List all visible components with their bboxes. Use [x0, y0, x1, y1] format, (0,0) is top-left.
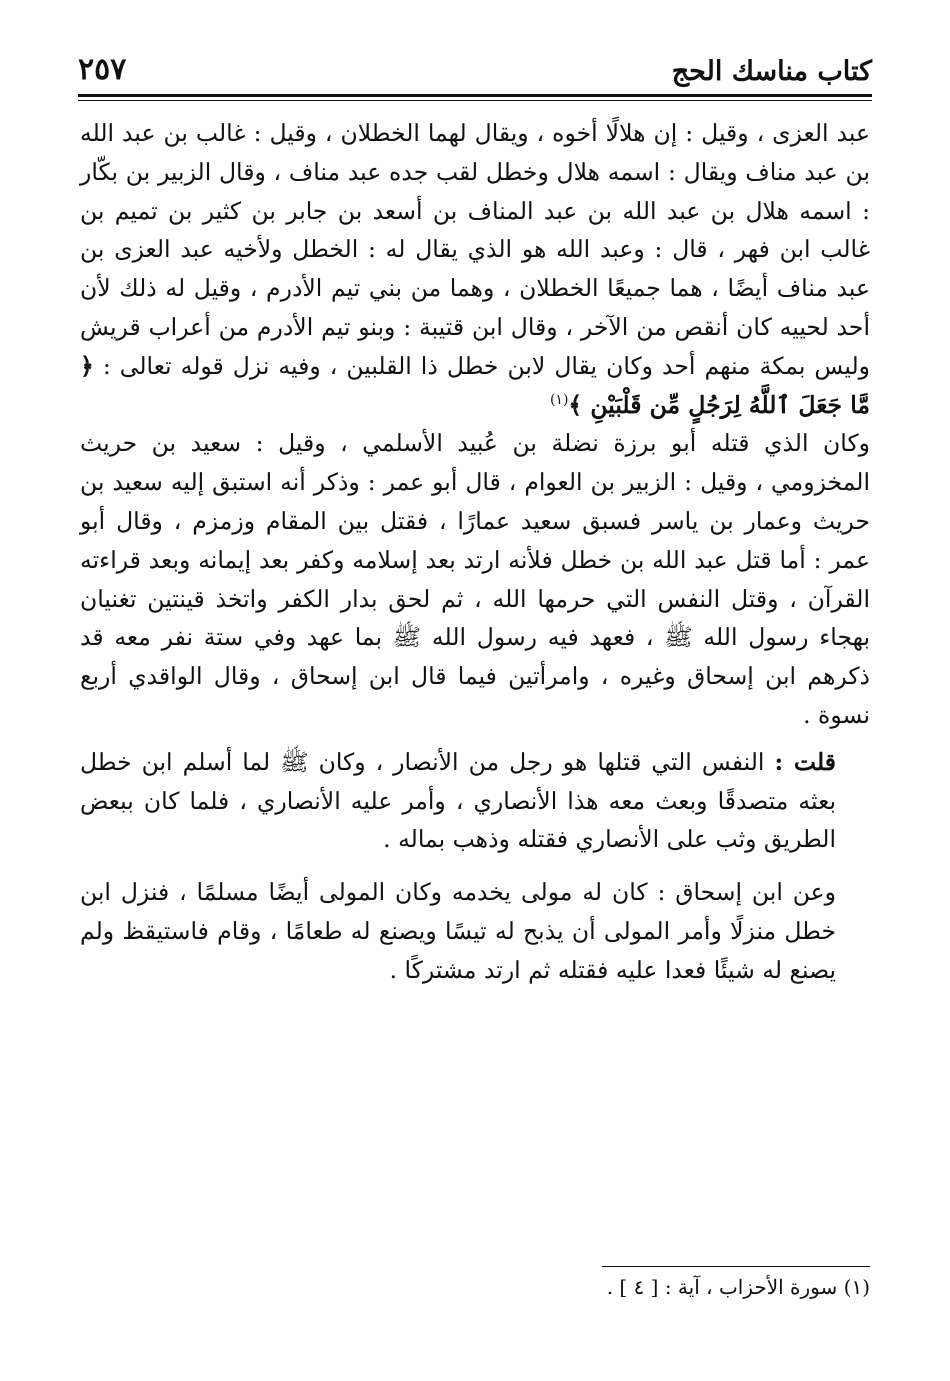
paragraph-3-text: النفس التي قتلها هو رجل من الأنصار ، وكان ﷺ لما أسلم ابن خطل بعثه متصدقًا وبعث معه هذا الأنصاري ، وأمر عليه الأنصاري ، فلما كان ببعض الطريق وثب على الأنصاري فقتله وذهب بماله . [80, 747, 836, 854]
running-head: كتاب مناسك الحج [671, 56, 872, 87]
paragraph-2-text: وكان الذي قتله أبو برزة نضلة بن عُبيد الأسلمي ، وقيل : سعيد بن حريث المخزومي ، وقيل : الزبير بن العوام ، قال أبو عمر : وذكر أنه استبق إليه سعيد بن حريث وعمار بن ياسر فسبق سعيد عمارًا ، فقتل بين المقام وزمزم ، وقال أبو عمر : أما قتل عبد الله بن خطل فلأنه ارتد بعد إسلامه وكفر بعد إيمانه وبعد قراءته القرآن ، وقتل النفس التي حرمها الله ، ثم لحق بدار الكفر واتخذ قينتين تغنيان بهجاء رسول الله ﷺ ، فعهد فيه رسول الله ﷺ بما عهد وفي ستة نفر معه قد ذكرهم ابن إسحاق وغيره ، وامرأتين فيما قال ابن إسحاق ، وقال الواقدي أربع نسوة . [80, 429, 870, 729]
main-text [80, 114, 870, 990]
paragraph-3 [80, 743, 870, 859]
footnote: (١) سورة الأحزاب ، آية : [ ٤ ] . [606, 1275, 870, 1299]
paragraph-4 [80, 873, 870, 989]
header-rule-thick [78, 94, 872, 97]
page-header [78, 52, 872, 96]
quran-verse: ﴿ مَّا جَعَلَ ٱللَّهُ لِرَجُلٍ مِّن قَلْبَيْنِ ﴾ [80, 351, 870, 419]
qultu-label: قلت : [774, 747, 836, 776]
paragraph-2 [80, 424, 870, 734]
footnote-marker: (١) [549, 391, 569, 408]
paragraph-1 [80, 114, 870, 424]
footnote-separator [602, 1266, 870, 1267]
page-number: ٢٥٧ [78, 52, 127, 87]
paragraph-1-text: عبد العزى ، وقيل : إن هلالًا أخوه ، ويقال لهما الخطلان ، وقيل : غالب بن عبد الله بن عبد مناف ويقال : اسمه هلال وخطل لقب جده عبد مناف ، وقال الزبير بن بكّار : اسمه هلال بن عبد الله بن عبد المناف بن أسعد بن جابر بن كثير بن تميم بن غالب ابن فهر ، قال : وعبد الله هو الذي يقال له : الخطل ولأخيه عبد العزى بن عبد مناف أيضًا ، هما جميعًا الخطلان ، وهما من بني تيم الأدرم ، وقيل له ذلك لأن أحد لحييه كان أنقص من الآخر ، وقال ابن قتيبة : وبنو تيم الأدرم من أعراب قريش وليس بمكة منهم أحد وكان يقال لابن خطل ذا القلبين ، وفيه نزل قوله تعالى : [80, 119, 870, 380]
paragraph-4-text: وعن ابن إسحاق : كان له مولى يخدمه وكان المولى أيضًا مسلمًا ، فنزل ابن خطل منزلًا وأمر المولى أن يذبح له تيسًا ويصنع له طعامًا ، وقام فاستيقظ ولم يصنع له شيئًا فعدا عليه فقتله ثم ارتد مشتركًا . [80, 878, 836, 984]
header-rule-thin [78, 100, 872, 101]
